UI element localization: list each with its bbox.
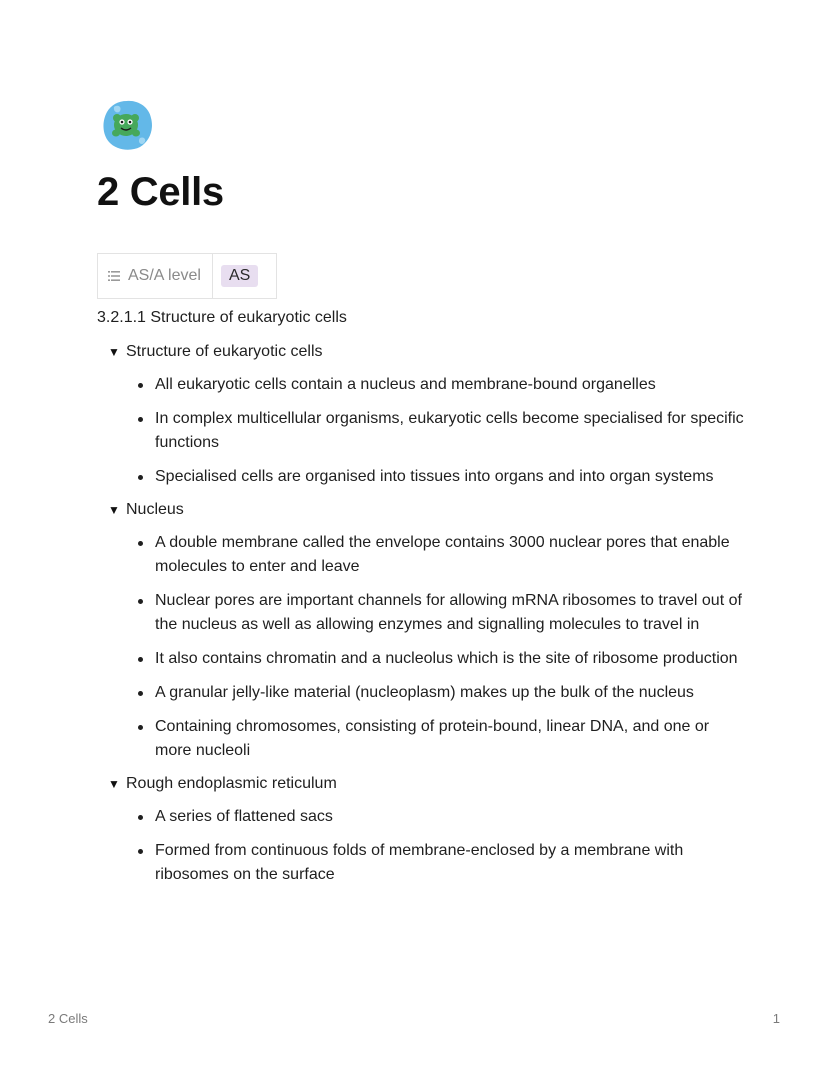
toggle-header[interactable]	[108, 499, 748, 521]
list-item-text: A series of flattened sacs	[155, 808, 333, 825]
toggle-block	[108, 773, 748, 887]
toggle-header[interactable]	[108, 773, 748, 795]
list-item-text: Nuclear pores are important channels for allowing mRNA ribosomes to travel out of the nucleus as well as allowing enzymes and signalling molecules to travel in	[155, 592, 742, 633]
list-item-text: Containing chromosomes, consisting of protein-bound, linear DNA, and one or more nucleoli	[155, 718, 710, 759]
property-name-label: AS/A level	[128, 267, 201, 284]
bullet-dot-icon	[138, 657, 143, 662]
list-item-text: A double membrane called the envelope contains 3000 nuclear pores that enable molecules to enter and leave	[155, 534, 730, 575]
toggle-block	[108, 341, 748, 489]
toggle-header[interactable]	[108, 341, 748, 363]
bullet-dot-icon	[138, 815, 143, 820]
property-row	[97, 253, 277, 299]
list-item	[108, 373, 748, 397]
bullet-dot-icon	[138, 599, 143, 604]
list-item-text: Specialised cells are organised into tissues into organs and into organ systems	[155, 468, 714, 485]
bullet-dot-icon	[138, 541, 143, 546]
section-heading: 3.2.1.1 Structure of eukaryotic cells	[97, 309, 347, 326]
list-item	[108, 531, 748, 579]
footer-title: 2 Cells	[48, 1011, 88, 1026]
list-item	[108, 647, 748, 671]
list-item	[108, 465, 748, 489]
list-icon	[108, 271, 120, 281]
bullet-dot-icon	[138, 383, 143, 388]
germ-cell-emoji-icon	[100, 98, 154, 152]
list-item-text: All eukaryotic cells contain a nucleus and membrane-bound organelles	[155, 376, 656, 393]
toggle-triangle-icon[interactable]: ▼	[108, 777, 120, 791]
property-name[interactable]	[98, 254, 213, 298]
list-item	[108, 407, 748, 455]
list-item-text: In complex multicellular organisms, eukaryotic cells become specialised for specific functions	[155, 410, 744, 451]
list-item-text: A granular jelly-like material (nucleoplasm) makes up the bulk of the nucleus	[155, 684, 694, 701]
list-item	[108, 805, 748, 829]
list-item	[108, 681, 748, 705]
bullet-dot-icon	[138, 475, 143, 480]
bullet-dot-icon	[138, 725, 143, 730]
bullet-dot-icon	[138, 849, 143, 854]
bullet-list	[108, 805, 748, 887]
toggle-list	[108, 341, 748, 887]
toggle-triangle-icon[interactable]: ▼	[108, 345, 120, 359]
toggle-triangle-icon[interactable]: ▼	[108, 503, 120, 517]
list-item-text: It also contains chromatin and a nucleolus which is the site of ribosome production	[155, 650, 738, 667]
page-title: 2 Cells	[97, 170, 224, 214]
list-item	[108, 715, 748, 763]
toggle-label: Nucleus	[126, 501, 184, 518]
select-tag: AS	[221, 265, 258, 287]
toggle-label: Structure of eukaryotic cells	[126, 343, 323, 360]
bullet-list	[108, 373, 748, 489]
bullet-dot-icon	[138, 691, 143, 696]
toggle-block	[108, 499, 748, 763]
list-item-text: Formed from continuous folds of membrane-enclosed by a membrane with ribosomes on the surface	[155, 842, 684, 883]
list-item	[108, 839, 748, 887]
list-item	[108, 589, 748, 637]
bullet-list	[108, 531, 748, 763]
bullet-dot-icon	[138, 417, 143, 422]
page-number: 1	[772, 1011, 780, 1026]
property-value[interactable]	[213, 254, 276, 298]
toggle-label: Rough endoplasmic reticulum	[126, 775, 337, 792]
